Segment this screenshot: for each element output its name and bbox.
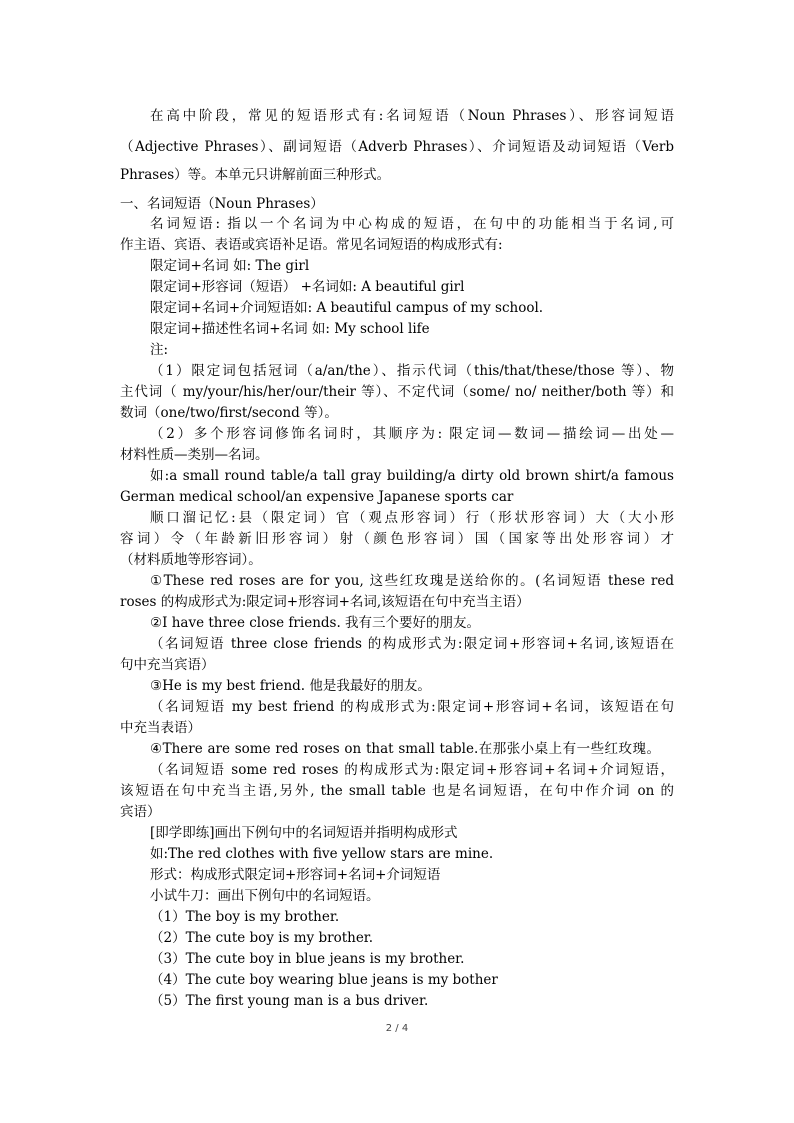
exercise-heading: 小试牛刀：画出下例句中的名词短语。 <box>150 888 380 904</box>
example-2-line-2: （名词短语 three close friends 的构成形式为:限定词+形容词+名词,该短语在 <box>150 636 674 652</box>
definition-line-1: 名词短语: 指以一个名词为中心构成的短语，在句中的功能相当于名词,可 <box>150 216 674 232</box>
note-1-line-1: （1）限定词包括冠词（a/an/the）、指示代词（this/that/these/those 等）、物 <box>150 363 674 379</box>
example-3-line-1: ③He is my best friend. 他是我最好的朋友。 <box>150 678 431 694</box>
example-1-line-1: ①These red roses are for you, 这些红玫瑰是送给你的。(名词短语 these red <box>150 573 674 589</box>
definition-line-2: 作主语、宾语、表语或宾语补足语。常见名词短语的构成形式有: <box>120 237 503 253</box>
form-line-2: 限定词+形容词（短语） +名词如: A beautiful girl <box>150 279 465 295</box>
form-line-3: 限定词+名词+介词短语如: A beautiful campus of my school. <box>150 300 544 316</box>
note-2-line-1: （2）多个形容词修饰名词时，其顺序为: 限定词—数词—描绘词—出处— <box>150 426 674 442</box>
example-order-line-1: 如:a small round table/a tall gray building/a dirty old brown shirt/a famous <box>150 468 674 484</box>
example-4-line-3: 该短语在句中充当主语,另外, the small table 也是名词短语，在句中作介词 on 的 <box>120 783 674 799</box>
intro-paragraph-line-3: Phrases）等。本单元只讲解前面三种形式。 <box>120 167 391 183</box>
form-line-4: 限定词+描述性名词+名词 如: My school life <box>150 321 430 337</box>
intro-paragraph-line-1: 在高中阶段，常见的短语形式有:名词短语（Noun Phrases）、形容词短语 <box>150 108 674 124</box>
form-line-1: 限定词+名词 如: The girl <box>150 258 310 274</box>
practice-heading: [即学即练]画出下例句中的名词短语并指明构成形式 <box>150 825 458 841</box>
example-4-line-2: （名词短语 some red roses 的构成形式为:限定词+形容词+名词+介词短语， <box>150 762 674 778</box>
example-4-line-1: ④There are some red roses on that small table.在那张小桌上有一些红玫瑰。 <box>150 741 660 757</box>
page-number: 2 / 4 <box>385 1023 409 1034</box>
mnemonic-line-2: 容词）令（年龄新旧形容词）射（颜色形容词）国（国家等出处形容词）才 <box>120 531 674 547</box>
example-2-line-3: 句中充当宾语） <box>120 657 215 673</box>
practice-form: 形式：构成形式限定词+形容词+名词+介词短语 <box>150 867 441 883</box>
example-4-line-4: 宾语） <box>120 804 161 820</box>
example-2-line-1: ②I have three close friends. 我有三个要好的朋友。 <box>150 615 481 631</box>
note-2-line-2: 材料性质—类别—名词。 <box>120 447 269 463</box>
exercise-item-3: （3）The cute boy in blue jeans is my brother. <box>150 951 465 967</box>
note-label: 注: <box>150 342 169 358</box>
exercise-item-2: （2）The cute boy is my brother. <box>150 930 374 946</box>
mnemonic-line-3: （材料质地等形容词）。 <box>120 552 262 568</box>
example-3-line-2: （名词短语 my best friend 的构成形式为:限定词+形容词+名词，该短语在句 <box>150 699 674 715</box>
practice-example: 如:The red clothes with five yellow stars are mine. <box>150 846 494 862</box>
note-1-line-3: 数词（one/two/first/second 等）。 <box>120 405 338 421</box>
exercise-item-5: （5）The first young man is a bus driver. <box>150 993 429 1009</box>
example-1-line-2: roses 的构成形式为:限定词+形容词+名词,该短语在句中充当主语） <box>120 594 530 610</box>
section-heading-noun-phrases: 一、名词短语（Noun Phrases） <box>120 196 324 212</box>
example-3-line-3: 中充当表语） <box>120 720 201 736</box>
note-1-line-2: 主代词（ my/your/his/her/our/their 等）、不定代词（some/ no/ neither/both 等）和 <box>120 384 674 400</box>
example-order-line-2: German medical school/an expensive Japanese sports car <box>120 489 514 505</box>
intro-paragraph-line-2: （Adjective Phrases）、副词短语（Adverb Phrases）、介词短语及动词短语（Verb <box>120 139 674 155</box>
mnemonic-line-1: 顺口溜记忆:县（限定词）官（观点形容词）行（形状形容词）大（大小形 <box>150 510 674 526</box>
exercise-item-4: （4）The cute boy wearing blue jeans is my bother <box>150 972 498 988</box>
exercise-item-1: （1）The boy is my brother. <box>150 909 340 925</box>
